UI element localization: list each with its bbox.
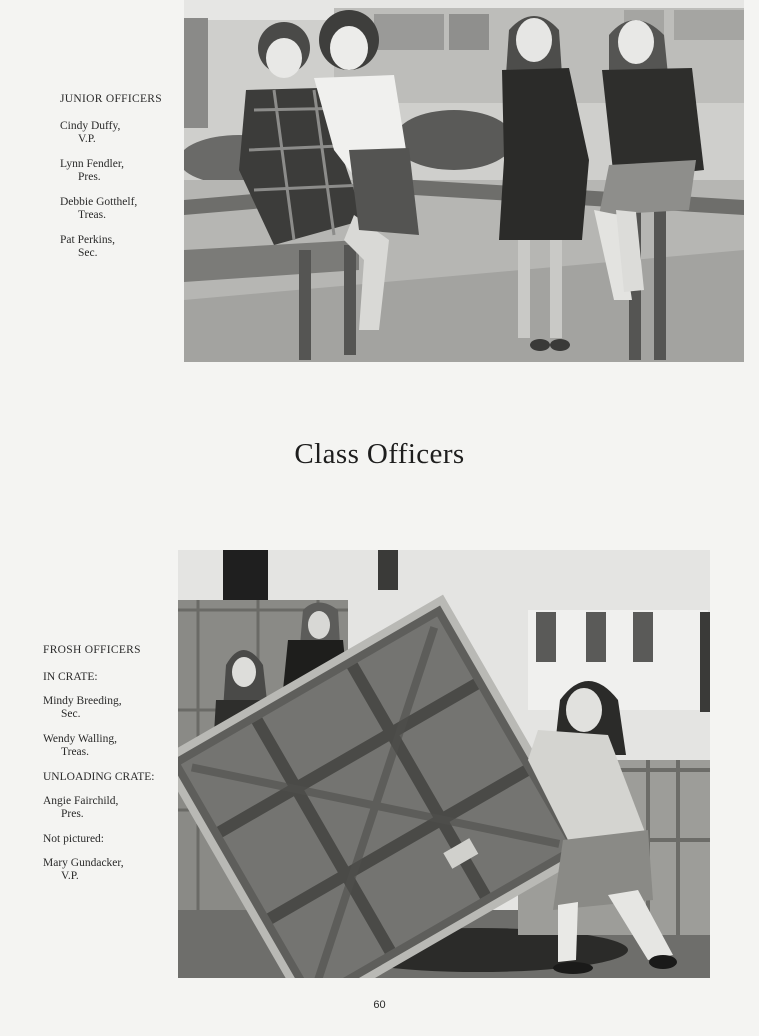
junior-officers-heading: JUNIOR OFFICERS [60, 93, 162, 105]
frosh-officer-entry [43, 733, 175, 759]
frosh-officers-photo [178, 550, 710, 978]
frosh-officer-entry [43, 795, 175, 821]
page-title: Class Officers [294, 438, 465, 470]
unloading-crate-label: UNLOADING CRATE: [43, 771, 155, 783]
officer-title: V.P. [61, 870, 79, 882]
junior-officer-entry [60, 158, 178, 184]
officer-name: Lynn Fendler, [60, 158, 125, 170]
frosh-officers-heading: FROSH OFFICERS [43, 644, 141, 656]
officer-title: Treas. [61, 746, 90, 758]
frosh-officer-entry [43, 857, 175, 883]
junior-officers-photo [184, 0, 744, 362]
officer-title: V.P. [78, 133, 96, 145]
frosh-officer-entry [43, 695, 175, 721]
officer-name: Mary Gundacker, [43, 857, 124, 869]
page-number: 60 [373, 999, 386, 1011]
officer-title: Treas. [78, 209, 107, 221]
officer-name: Angie Fairchild, [43, 795, 119, 807]
junior-officer-entry [60, 120, 178, 146]
junior-officer-entry [60, 234, 178, 260]
officer-title: Sec. [61, 708, 81, 720]
in-crate-label: IN CRATE: [43, 671, 98, 683]
not-pictured-label: Not pictured: [43, 833, 104, 845]
officer-name: Wendy Walling, [43, 733, 117, 745]
officer-title: Pres. [78, 171, 101, 183]
officer-name: Mindy Breeding, [43, 695, 122, 707]
officer-name: Pat Perkins, [60, 234, 115, 246]
frosh-officers-caption [43, 644, 175, 895]
officer-title: Pres. [61, 808, 84, 820]
officer-title: Sec. [78, 247, 98, 259]
officer-name: Debbie Gotthelf, [60, 196, 138, 208]
junior-officers-caption [60, 93, 178, 272]
junior-officer-entry [60, 196, 178, 222]
officer-name: Cindy Duffy, [60, 120, 121, 132]
